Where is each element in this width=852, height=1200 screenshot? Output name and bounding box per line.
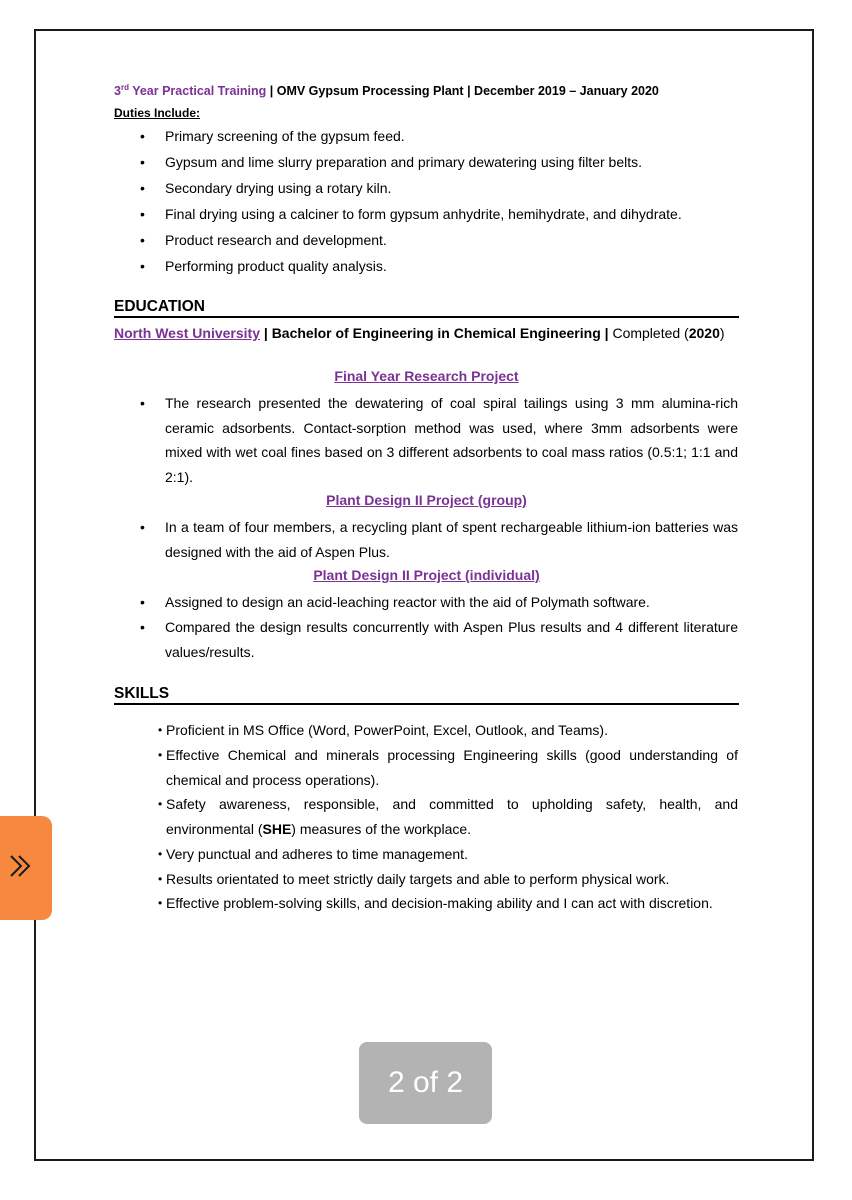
duties-label: Duties Include: bbox=[114, 106, 201, 120]
project-bullet: • In a team of four members, a recycling plant of spent rechargeable lithium-ion batteries was designed with the aid of Aspen Plus. bbox=[165, 515, 738, 564]
education-line bbox=[114, 325, 725, 341]
project-bullet: • The research presented the dewatering of coal spiral tailings using 3 mm alumina-rich ceramic adsorbents. Contact-sorption method was used, where 3mm adsorbents were mixed with wet coal fines based on 3 different adsorbents to coal mass ratios (0.5:1; 1:1 and 2:1). bbox=[165, 391, 738, 489]
completed-suffix: ) bbox=[719, 325, 725, 341]
university-link[interactable]: North West University bbox=[114, 325, 260, 341]
skill-item: • Very punctual and adheres to time management. bbox=[166, 842, 738, 867]
project-title: Plant Design II Project (group) bbox=[326, 492, 527, 508]
skill-item: • Proficient in MS Office (Word, PowerPoint, Excel, Outlook, and Teams). bbox=[166, 718, 738, 743]
completed-year: 2020 bbox=[688, 325, 720, 341]
list-item: • Performing product quality analysis. bbox=[165, 258, 682, 284]
list-item: • Final drying using a calciner to form gypsum anhydrite, hemihydrate, and dihydrate. bbox=[165, 206, 682, 232]
skill-item bbox=[166, 792, 738, 841]
education-heading: EDUCATION bbox=[114, 298, 739, 318]
list-item: • Product research and development. bbox=[165, 232, 682, 258]
expand-side-panel-button[interactable] bbox=[0, 816, 52, 920]
list-item: • Primary screening of the gypsum feed. bbox=[165, 128, 682, 154]
training-title-line bbox=[114, 83, 659, 98]
project-bullet: • Assigned to design an acid-leaching reactor with the aid of Polymath software. bbox=[165, 590, 738, 615]
project-title: Plant Design II Project (individual) bbox=[313, 567, 540, 583]
skill-item: • Results orientated to meet strictly daily targets and able to perform physical work. bbox=[166, 867, 738, 892]
project-bullet: • Compared the design results concurrently with Aspen Plus results and 4 different literature values/results. bbox=[165, 615, 738, 664]
project-title: Final Year Research Project bbox=[334, 368, 519, 384]
skill-item-text: Safety awareness, responsible, and committed to upholding safety, health, and environmental ( bbox=[166, 796, 738, 837]
skill-item-text: ) measures of the workplace. bbox=[291, 820, 472, 837]
list-item: • Secondary drying using a rotary kiln. bbox=[165, 180, 682, 206]
completed-label: Completed ( bbox=[612, 325, 689, 341]
degree-text: | Bachelor of Engineering in Chemical Engineering | bbox=[260, 325, 613, 341]
she-acronym: SHE bbox=[262, 820, 292, 837]
training-details: | OMV Gypsum Processing Plant | December 2019 – January 2020 bbox=[266, 84, 659, 99]
skills-heading: SKILLS bbox=[114, 685, 739, 705]
duties-list bbox=[165, 128, 682, 284]
skill-item: • Effective Chemical and minerals processing Engineering skills (good understanding of chemical and process operations). bbox=[166, 743, 738, 792]
double-chevron-right-icon bbox=[6, 851, 36, 886]
training-title: 3rd Year Practical Training bbox=[114, 83, 267, 99]
page-indicator: 2 of 2 bbox=[359, 1042, 492, 1124]
skill-item: • Effective problem-solving skills, and decision-making ability and I can act with discretion. bbox=[166, 891, 738, 916]
list-item: • Gypsum and lime slurry preparation and primary dewatering using filter belts. bbox=[165, 154, 682, 180]
